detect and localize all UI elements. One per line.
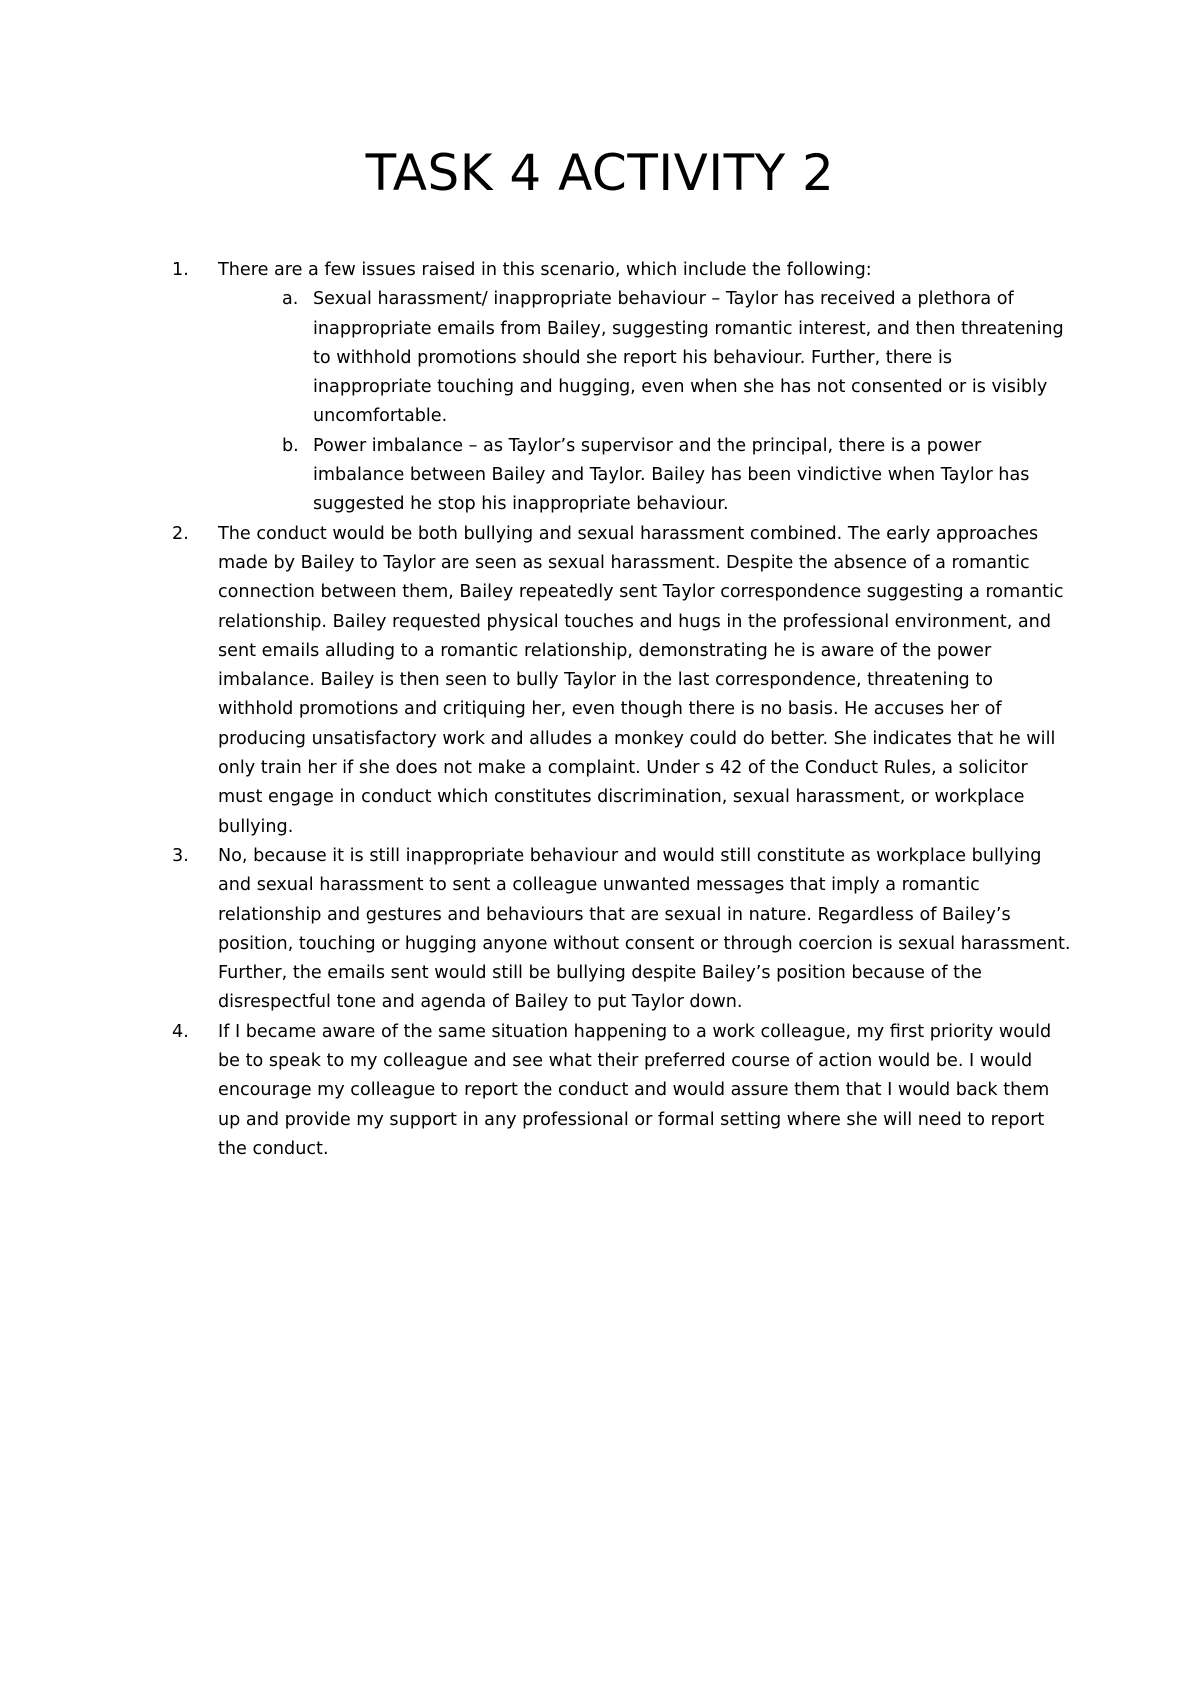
item-text: If I became aware of the same situation happening to a work colleague, my first priority would be to speak to my colleague and see what their preferred course of action would be. I would encourage my colleague to report the conduct and would assure them that I would back them up and provide my support in any professional or formal setting where she will need to report the conduct. — [218, 1021, 1052, 1159]
item-number: 4. — [172, 1021, 189, 1042]
sub-item-text: Power imbalance – as Taylor’s supervisor and the principal, there is a power imbalance between Bailey and Taylor. Bailey has been vindictive when Taylor has suggested he stop his inappropriate behaviour. — [313, 435, 1030, 515]
sub-item-letter: a. — [282, 289, 299, 310]
sub-list-item — [282, 285, 1072, 431]
sub-item-text: Sexual harassment/ inappropriate behaviour – Taylor has received a plethora of inappropriate emails from Bailey, suggesting romantic interest, and then threatening to withhold promotions should she report his behaviour. Further, there is inappropriate touching and hugging, even when she has not consented or is visibly uncomfortable. — [313, 289, 1064, 427]
item-number: 2. — [172, 523, 189, 544]
item-text: The conduct would be both bullying and sexual harassment combined. The early approaches made by Bailey to Taylor are seen as sexual harassment. Despite the absence of a romantic connection between them, Bailey repeatedly sent Taylor correspondence suggesting a romantic relationship. Bailey requested physical touches and hugs in the professional environment, and sent emails alluding to a romantic relationship, demonstrating he is aware of the power imbalance. Bailey is then seen to bully Taylor in the last correspondence, threatening to withhold promotions and critiquing her, even though there is no basis. He accuses her of producing unsatisfactory work and alludes a monkey could do better. She indicates that he will only train her if she does not make a complaint. Under s 42 of the Conduct Rules, a solicitor must engage in conduct which constitutes discrimination, sexual harassment, or workplace bullying. — [218, 523, 1064, 837]
sub-list-item — [282, 432, 1072, 520]
list-item — [172, 1018, 1072, 1164]
sub-list — [218, 285, 1072, 519]
sub-item-letter: b. — [282, 435, 299, 456]
list-item — [172, 842, 1072, 1018]
answer-list — [172, 256, 1072, 1164]
document-title: TASK 4 ACTIVITY 2 — [365, 144, 835, 202]
list-item — [172, 256, 1072, 520]
item-text: There are a few issues raised in this scenario, which include the following: — [218, 260, 872, 280]
item-text: No, because it is still inappropriate behaviour and would still constitute as workplace bullying and sexual harassment to sent a colleague unwanted messages that imply a romantic relationship and gestures and behaviours that are sexual in nature. Regardless of Bailey’s position, touching or hugging anyone without consent or through coercion is sexual harassment. Further, the emails sent would still be bullying despite Bailey’s position because of the disrespectful tone and agenda of Bailey to put Taylor down. — [218, 845, 1071, 1013]
list-item — [172, 520, 1072, 842]
document-body — [172, 256, 1072, 1164]
item-number: 3. — [172, 845, 189, 866]
item-number: 1. — [172, 260, 189, 280]
